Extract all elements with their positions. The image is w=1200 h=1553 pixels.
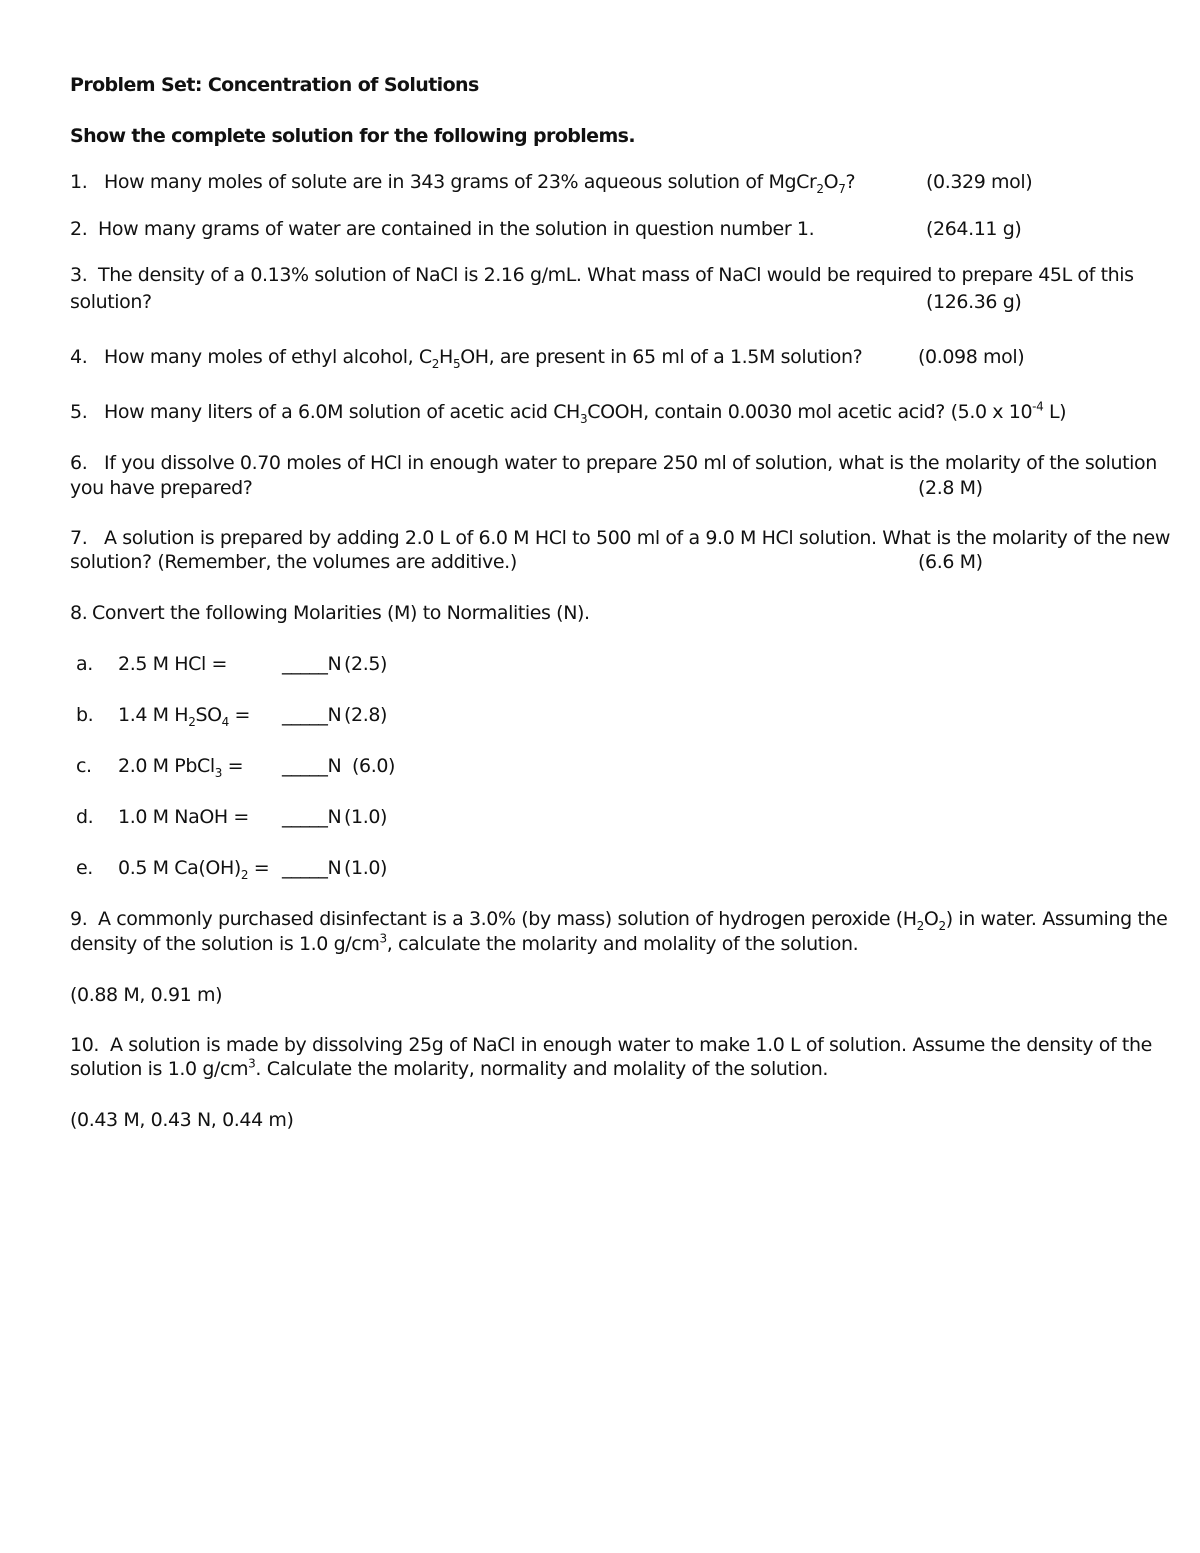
problem-9-line-1: 9. A commonly purchased disinfectant is a 3.0% (by mass) solution of hydrogen peroxide $(H_2O_2)$ in water. Assuming the (70, 908, 1168, 933)
answer-4: (0.098 mol) (918, 346, 1025, 368)
problem-9-line-2: density of the solution is 1.0 $g/cm^3$, calculate the molarity and molality of the solution. (70, 931, 859, 955)
problem-10-line-2: solution is 1.0 $g/cm^3$. Calculate the molarity, normality and molality of the solution. (70, 1056, 828, 1080)
problem-3-line-2: solution? (70, 291, 152, 313)
problem-7-line-1: 7. A solution is prepared by adding 2.0 L of 6.0 M HCl to 500 ml of a 9.0 M HCl solution. What is the molarity of the new (70, 527, 1170, 549)
answer-6: (2.8 M) (918, 477, 983, 499)
conversion-b: b. 1.4 M $H_2SO_4$ = _____N (2.8) (76, 704, 388, 729)
problem-5: 5. How many liters of a 6.0M solution of acetic acid $CH_3COOH$, contain 0.0030 mol acetic acid? (5.0 x $10^{-4}$ L) (70, 399, 1067, 426)
problem-10-line-1: 10. A solution is made by dissolving 25g of NaCl in enough water to make 1.0 L of solution. Assume the density of the (70, 1034, 1152, 1056)
problem-1: 1. How many moles of solute are in 343 grams of 23% aqueous solution of $MgCr_2O_7$? (70, 171, 856, 196)
instructions: Show the complete solution for the following problems. (70, 125, 635, 147)
problem-6-line-2: you have prepared? (70, 477, 253, 499)
answer-9: (0.88 M, 0.91 m) (70, 984, 223, 1006)
answer-3: (126.36 g) (926, 291, 1022, 313)
answer-10: (0.43 M, 0.43 N, 0.44 m) (70, 1109, 294, 1131)
conversion-c: c. 2.0 M PbCl$_3$ = _____N (6.0) (76, 755, 396, 780)
problem-8: 8. Convert the following Molarities (M) to Normalities (N). (70, 602, 590, 624)
conversion-d: d. 1.0 M NaOH = _____N (1.0) (76, 806, 388, 828)
answer-2: (264.11 g) (926, 218, 1022, 240)
answer-1: (0.329 mol) (926, 171, 1033, 193)
conversion-e: e. 0.5 M $Ca(OH)_2$ = _____N (1.0) (76, 857, 388, 882)
conversion-a: a. 2.5 M HCl = _____N (2.5) (76, 653, 388, 675)
problem-2: 2. How many grams of water are contained in the solution in question number 1. (70, 218, 815, 240)
problem-3-line-1: 3. The density of a 0.13% solution of NaCl is 2.16 g/mL. What mass of NaCl would be required to prepare 45L of this (70, 264, 1134, 286)
problem-6-line-1: 6. If you dissolve 0.70 moles of HCl in enough water to prepare 250 ml of solution, what is the molarity of the solution (70, 452, 1157, 474)
page-title: Problem Set: Concentration of Solutions (70, 74, 479, 96)
answer-7: (6.6 M) (918, 551, 983, 573)
problem-7-line-2: solution? (Remember, the volumes are additive.) (70, 551, 517, 573)
problem-4: 4. How many moles of ethyl alcohol, $C_2H_5OH$, are present in 65 ml of a 1.5M solution? (70, 346, 863, 371)
